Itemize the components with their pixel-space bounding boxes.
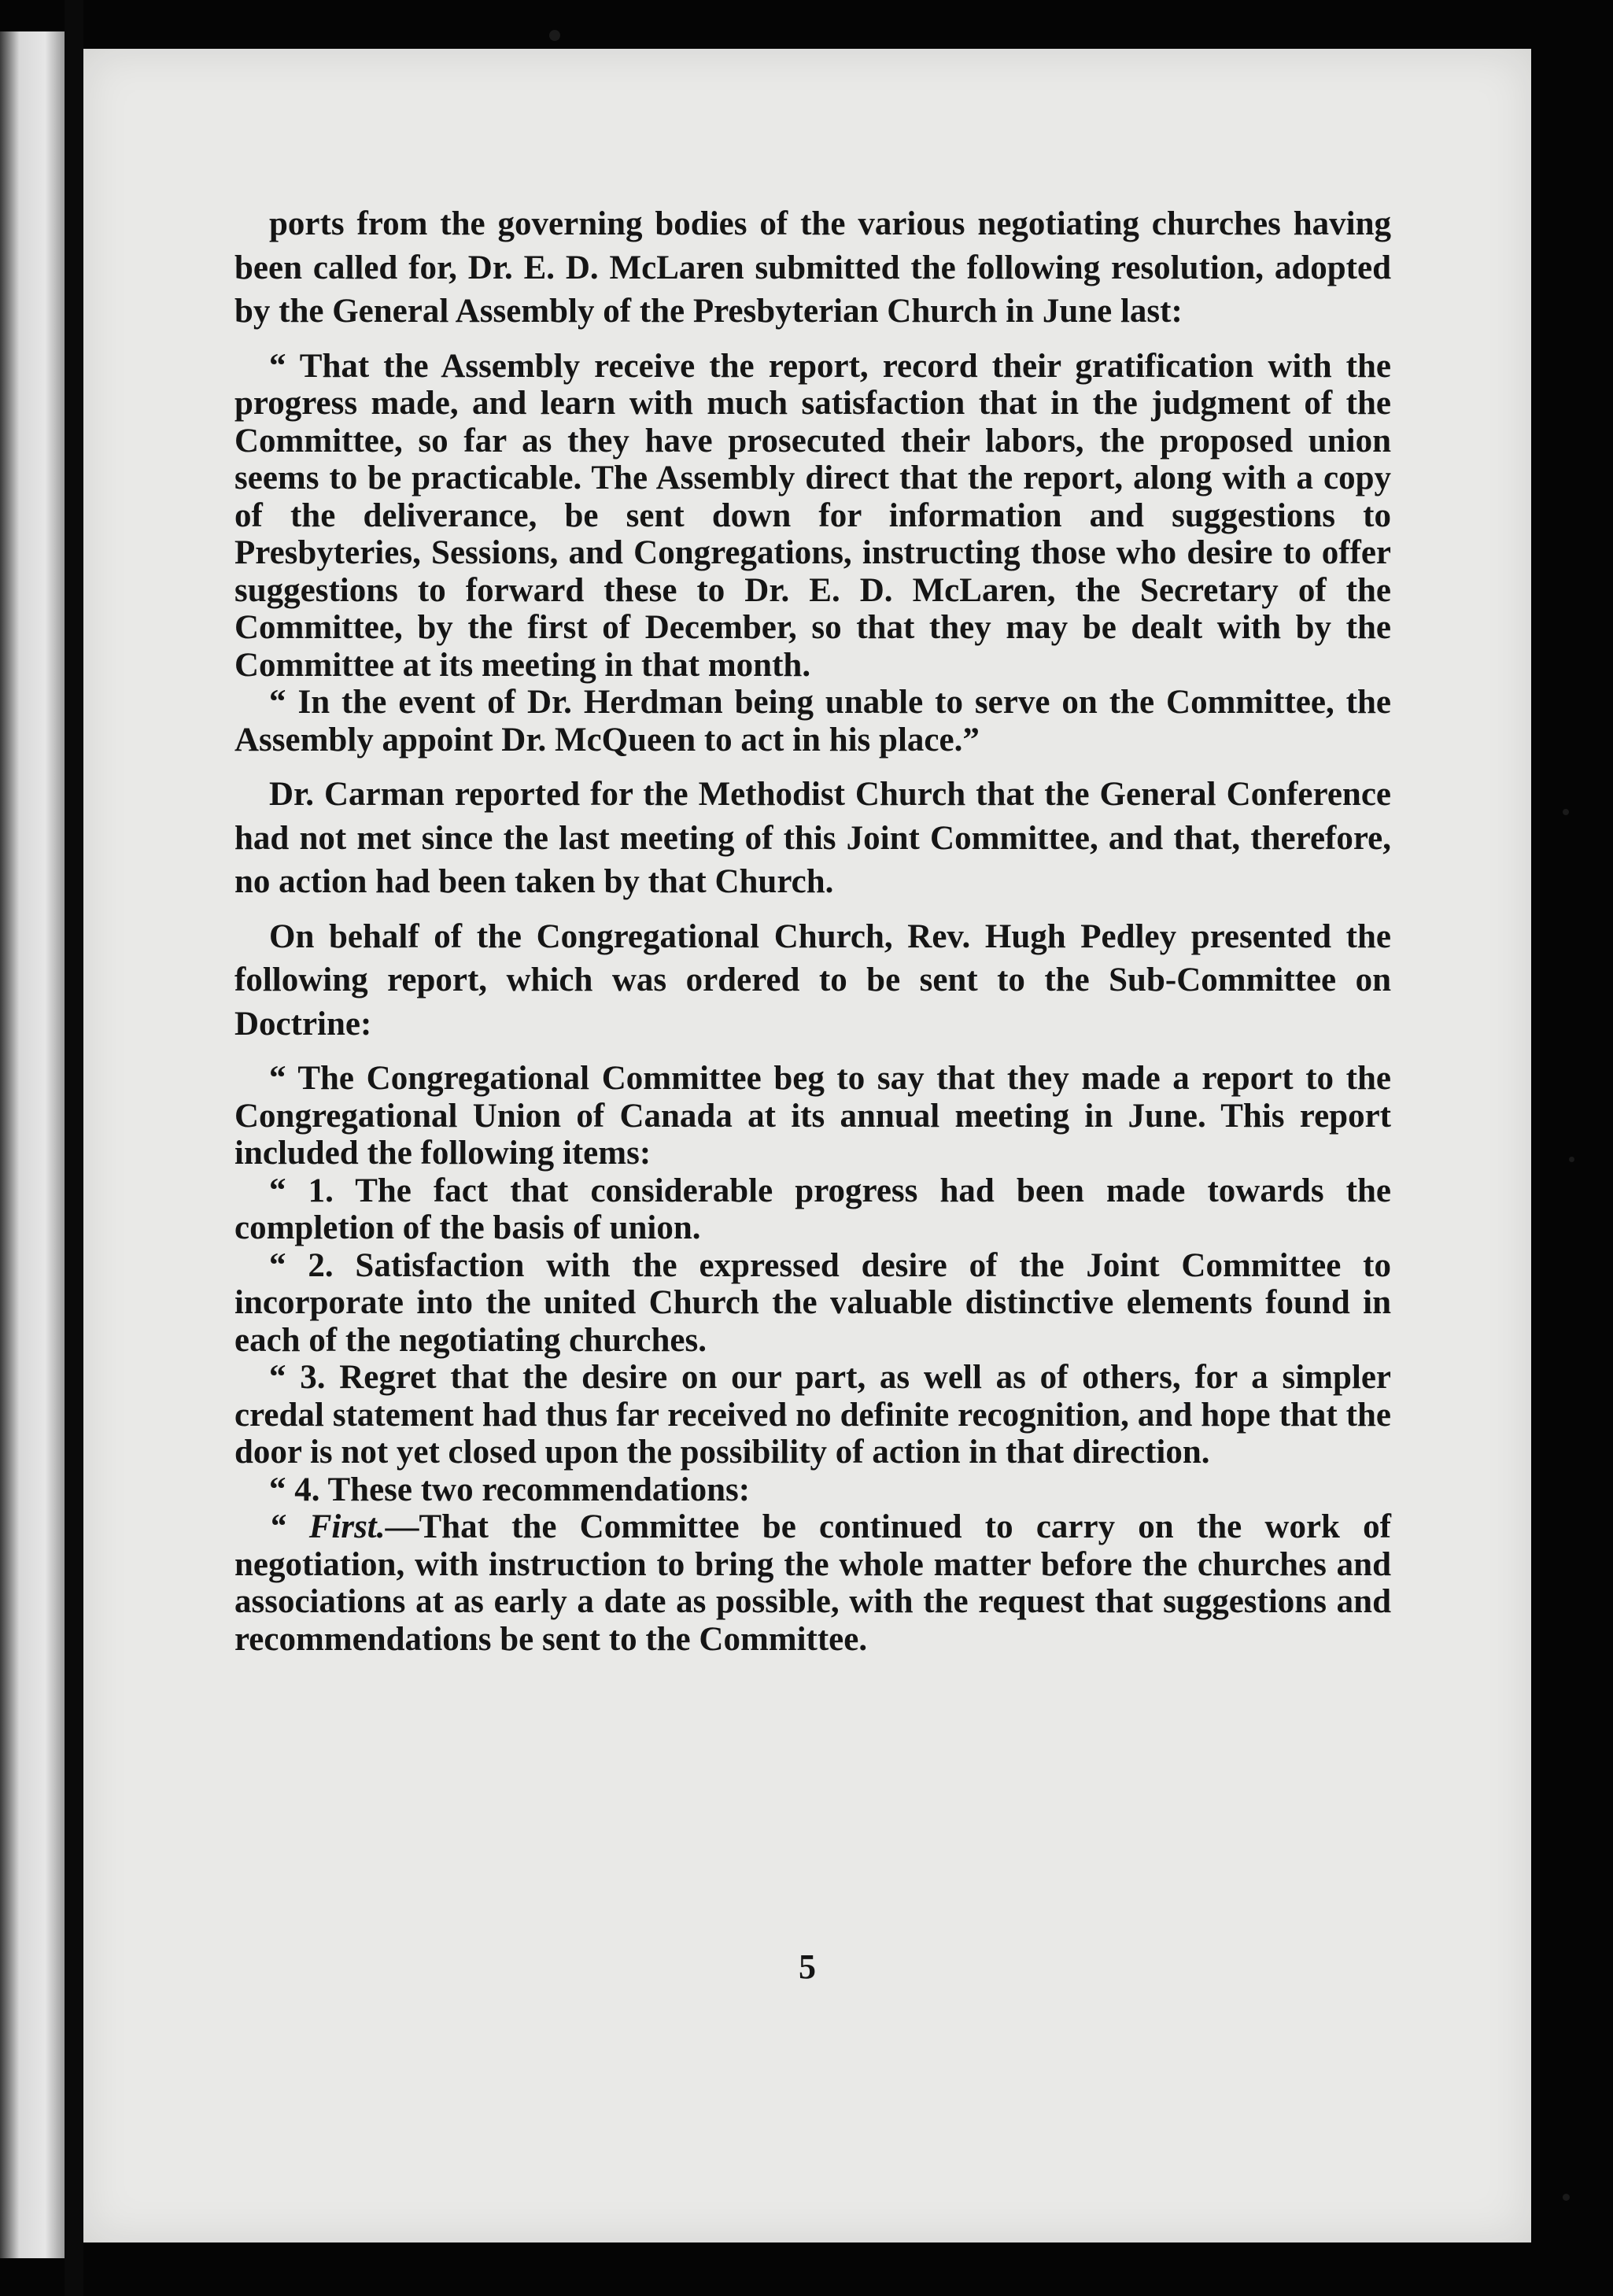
paragraph-congregational-report: On behalf of the Congregational Church, Rev. Hugh Pedley presented the following report, which was ordered to be sent to the Sub-Committee on Doctrine: <box>234 917 1391 1043</box>
quote-item-1: “ 1. The fact that considerable progress had been made towards the completion of the basis of union. <box>234 1172 1391 1246</box>
page-body <box>234 202 1391 1658</box>
document-page <box>83 49 1531 2242</box>
scan-speck <box>1563 809 1569 815</box>
paragraph-methodist-report: Dr. Carman reported for the Methodist Church that the General Conference had not met since the last meeting of this Joint Committee, and that, therefore, no action had been taken by that Church. <box>234 776 1391 900</box>
quote-first-recommendation <box>234 1508 1391 1658</box>
page-number: 5 <box>799 1947 816 1986</box>
first-text: —That the Committee be continued to carry on the work of negotiation, with instruction to bring the whole matter before the churches and associations at as early a date as possible, with the request that suggestions and recommendations be sent to the Committee. <box>234 1508 1391 1658</box>
scan-speck <box>549 30 560 41</box>
quote-assembly-resolution: “ That the Assembly receive the report, record their gratification with the progress made, and learn with much satisfaction that in the judgment of the Committee, so far as they have prosecuted their labors, the proposed union seems to be practicable. The Assembly direct that the report, along with a copy of the deliverance, be sent down for information and suggestions to Presbyteries, Sessions, and Congregations, instructing those who desire to offer suggestions to forward these to Dr. E. D. McLaren, the Secretary of the Committee, by the first of December, so that they may be dealt with by the Committee at its meeting in that month. <box>234 347 1391 684</box>
quote-congregational-committee: “ The Congregational Committee beg to say that they made a report to the Congregational Union of Canada at its annual meeting in June. This report included the following items: <box>234 1060 1391 1172</box>
paragraph-reports-called: ports from the governing bodies of the various negotiating churches having been called for, Dr. E. D. McLaren submitted the following resolution, adopted by the General Assembly of the Presbyterian Church in June last: <box>234 205 1391 330</box>
first-label: “ First. <box>269 1508 386 1545</box>
quote-herdman: “ In the event of Dr. Herdman being unable to serve on the Committee, the Assembly appoint Dr. McQueen to act in his place.” <box>234 684 1391 759</box>
quote-item-2: “ 2. Satisfaction with the expressed desire of the Joint Committee to incorporate into the united Church the valuable distinctive elements found in each of the negotiating churches. <box>234 1246 1391 1359</box>
book-gutter <box>65 0 83 2296</box>
scan-speck <box>1563 2194 1570 2201</box>
quote-item-4: “ 4. These two recommendations: <box>269 1471 751 1508</box>
quote-item-3: “ 3. Regret that the desire on our part, as well as of others, for a simpler credal statement had thus far received no definite recognition, and hope that the door is not yet closed upon the possibility of action in that direction. <box>234 1359 1391 1471</box>
left-page-edge <box>0 31 69 2258</box>
scan-speck <box>1569 1157 1574 1162</box>
